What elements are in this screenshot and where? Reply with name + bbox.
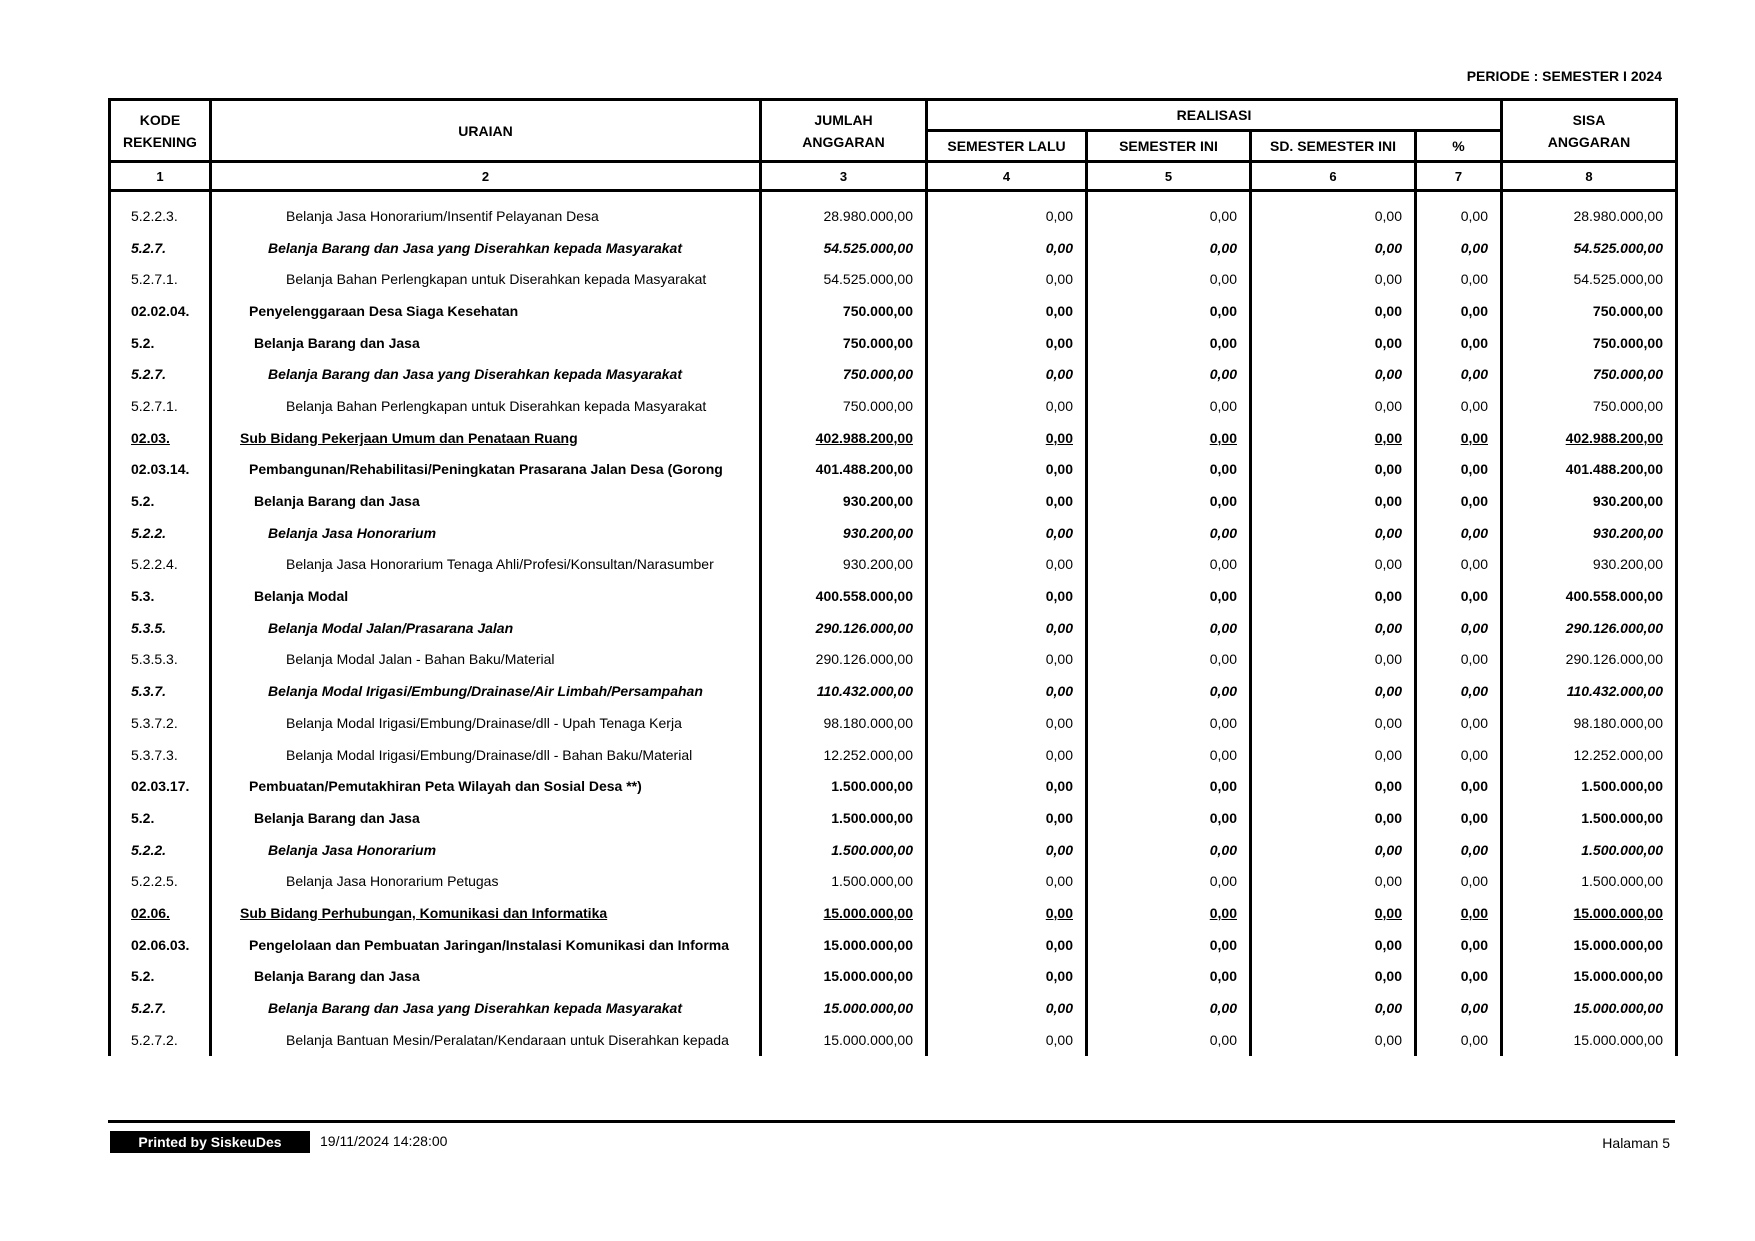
row-semester-ini: 0,00 — [1087, 707, 1251, 739]
row-semester-lalu: 0,00 — [927, 1024, 1087, 1056]
row-semester-lalu: 0,00 — [927, 485, 1087, 517]
row-sd-semester-ini: 0,00 — [1251, 644, 1416, 676]
row-sisa-anggaran: 15.000.000,00 — [1502, 961, 1677, 993]
row-sd-semester-ini: 0,00 — [1251, 485, 1416, 517]
row-sd-semester-ini: 0,00 — [1251, 802, 1416, 834]
row-semester-ini: 0,00 — [1087, 191, 1251, 232]
row-persen: 0,00 — [1416, 1024, 1502, 1056]
row-jumlah-anggaran: 15.000.000,00 — [761, 992, 927, 1024]
table-row — [110, 675, 1677, 707]
row-sd-semester-ini: 0,00 — [1251, 612, 1416, 644]
row-jumlah-anggaran: 54.525.000,00 — [761, 263, 927, 295]
row-kode: 02.02.04. — [110, 295, 211, 327]
row-persen: 0,00 — [1416, 327, 1502, 359]
table-row — [110, 263, 1677, 295]
table-row — [110, 327, 1677, 359]
row-uraian: Sub Bidang Perhubungan, Komunikasi dan Informatika — [211, 897, 761, 929]
header-sisa-anggaran — [1502, 100, 1677, 162]
row-semester-lalu: 0,00 — [927, 390, 1087, 422]
row-sisa-anggaran: 15.000.000,00 — [1502, 929, 1677, 961]
row-jumlah-anggaran: 290.126.000,00 — [761, 644, 927, 676]
row-persen: 0,00 — [1416, 834, 1502, 866]
row-persen: 0,00 — [1416, 707, 1502, 739]
row-sisa-anggaran: 401.488.200,00 — [1502, 454, 1677, 486]
row-kode: 5.2.2.3. — [110, 191, 211, 232]
footer-divider — [108, 1120, 1675, 1123]
row-uraian: Belanja Jasa Honorarium Petugas — [211, 865, 761, 897]
row-semester-lalu: 0,00 — [927, 644, 1087, 676]
row-semester-ini: 0,00 — [1087, 865, 1251, 897]
row-persen: 0,00 — [1416, 517, 1502, 549]
row-jumlah-anggaran: 15.000.000,00 — [761, 961, 927, 993]
header-sisa-anggaran-label: ANGGARAN — [1547, 133, 1631, 150]
table-row — [110, 390, 1677, 422]
row-semester-lalu: 0,00 — [927, 834, 1087, 866]
row-sd-semester-ini: 0,00 — [1251, 232, 1416, 264]
row-semester-lalu: 0,00 — [927, 549, 1087, 581]
row-kode: 02.03.14. — [110, 454, 211, 486]
row-sisa-anggaran: 110.432.000,00 — [1502, 675, 1677, 707]
table-row — [110, 865, 1677, 897]
row-semester-ini: 0,00 — [1087, 644, 1251, 676]
row-jumlah-anggaran: 750.000,00 — [761, 358, 927, 390]
row-persen: 0,00 — [1416, 770, 1502, 802]
row-semester-lalu: 0,00 — [927, 675, 1087, 707]
report-table — [108, 98, 1678, 1056]
row-persen: 0,00 — [1416, 802, 1502, 834]
row-semester-ini: 0,00 — [1087, 485, 1251, 517]
row-semester-ini: 0,00 — [1087, 580, 1251, 612]
table-row — [110, 644, 1677, 676]
row-semester-lalu: 0,00 — [927, 929, 1087, 961]
row-persen: 0,00 — [1416, 612, 1502, 644]
table-row — [110, 770, 1677, 802]
row-kode: 5.2. — [110, 961, 211, 993]
row-kode: 5.3.5.3. — [110, 644, 211, 676]
header-uraian: URAIAN — [211, 100, 761, 162]
row-uraian: Pembangunan/Rehabilitasi/Peningkatan Prasarana Jalan Desa (Gorong — [211, 454, 761, 486]
header-kode: KODE — [139, 111, 181, 128]
col-number: 3 — [761, 162, 927, 191]
row-persen: 0,00 — [1416, 191, 1502, 232]
row-semester-ini: 0,00 — [1087, 802, 1251, 834]
row-jumlah-anggaran: 1.500.000,00 — [761, 770, 927, 802]
row-semester-ini: 0,00 — [1087, 422, 1251, 454]
row-semester-lalu: 0,00 — [927, 770, 1087, 802]
table-row — [110, 232, 1677, 264]
row-jumlah-anggaran: 750.000,00 — [761, 390, 927, 422]
row-semester-ini: 0,00 — [1087, 517, 1251, 549]
row-sisa-anggaran: 54.525.000,00 — [1502, 263, 1677, 295]
row-semester-ini: 0,00 — [1087, 739, 1251, 771]
row-jumlah-anggaran: 54.525.000,00 — [761, 232, 927, 264]
header-semester-ini: SEMESTER INI — [1087, 131, 1251, 162]
row-kode: 5.2.7. — [110, 358, 211, 390]
row-persen: 0,00 — [1416, 865, 1502, 897]
row-persen: 0,00 — [1416, 580, 1502, 612]
col-number: 1 — [110, 162, 211, 191]
row-sd-semester-ini: 0,00 — [1251, 865, 1416, 897]
row-uraian: Pembuatan/Pemutakhiran Peta Wilayah dan Sosial Desa **) — [211, 770, 761, 802]
row-semester-ini: 0,00 — [1087, 770, 1251, 802]
row-uraian: Belanja Barang dan Jasa yang Diserahkan kepada Masyarakat — [211, 232, 761, 264]
row-semester-ini: 0,00 — [1087, 992, 1251, 1024]
row-kode: 5.2.2.4. — [110, 549, 211, 581]
row-uraian: Belanja Bantuan Mesin/Peralatan/Kendaraan untuk Diserahkan kepada — [211, 1024, 761, 1056]
print-datetime: 19/11/2024 14:28:00 — [320, 1133, 448, 1149]
row-persen: 0,00 — [1416, 644, 1502, 676]
row-semester-ini: 0,00 — [1087, 263, 1251, 295]
row-semester-lalu: 0,00 — [927, 358, 1087, 390]
row-uraian: Belanja Jasa Honorarium/Insentif Pelayanan Desa — [211, 191, 761, 232]
row-jumlah-anggaran: 98.180.000,00 — [761, 707, 927, 739]
row-sisa-anggaran: 98.180.000,00 — [1502, 707, 1677, 739]
row-semester-ini: 0,00 — [1087, 612, 1251, 644]
row-sisa-anggaran: 1.500.000,00 — [1502, 802, 1677, 834]
row-sisa-anggaran: 15.000.000,00 — [1502, 1024, 1677, 1056]
row-persen: 0,00 — [1416, 358, 1502, 390]
row-jumlah-anggaran: 15.000.000,00 — [761, 1024, 927, 1056]
row-sd-semester-ini: 0,00 — [1251, 675, 1416, 707]
row-persen: 0,00 — [1416, 263, 1502, 295]
row-sd-semester-ini: 0,00 — [1251, 1024, 1416, 1056]
row-jumlah-anggaran: 15.000.000,00 — [761, 929, 927, 961]
row-sisa-anggaran: 12.252.000,00 — [1502, 739, 1677, 771]
row-uraian: Belanja Modal Irigasi/Embung/Drainase/Air Limbah/Persampahan — [211, 675, 761, 707]
table-row — [110, 454, 1677, 486]
row-uraian: Belanja Bahan Perlengkapan untuk Diserahkan kepada Masyarakat — [211, 390, 761, 422]
table-row — [110, 992, 1677, 1024]
row-sisa-anggaran: 750.000,00 — [1502, 295, 1677, 327]
row-persen: 0,00 — [1416, 739, 1502, 771]
row-sd-semester-ini: 0,00 — [1251, 327, 1416, 359]
row-jumlah-anggaran: 930.200,00 — [761, 485, 927, 517]
row-kode: 5.2.7. — [110, 992, 211, 1024]
row-semester-ini: 0,00 — [1087, 897, 1251, 929]
header-realisasi: REALISASI — [927, 100, 1502, 131]
row-jumlah-anggaran: 400.558.000,00 — [761, 580, 927, 612]
table-row — [110, 485, 1677, 517]
row-semester-ini: 0,00 — [1087, 549, 1251, 581]
row-persen: 0,00 — [1416, 295, 1502, 327]
col-number: 8 — [1502, 162, 1677, 191]
row-semester-lalu: 0,00 — [927, 232, 1087, 264]
row-uraian: Belanja Modal Irigasi/Embung/Drainase/dll - Upah Tenaga Kerja — [211, 707, 761, 739]
row-kode: 5.2.7.1. — [110, 263, 211, 295]
header-anggaran: ANGGARAN — [802, 133, 885, 150]
row-uraian: Belanja Modal Jalan/Prasarana Jalan — [211, 612, 761, 644]
row-sd-semester-ini: 0,00 — [1251, 961, 1416, 993]
row-sisa-anggaran: 54.525.000,00 — [1502, 232, 1677, 264]
table-row — [110, 549, 1677, 581]
report-table-container — [108, 98, 1675, 1056]
row-persen: 0,00 — [1416, 992, 1502, 1024]
row-semester-lalu: 0,00 — [927, 739, 1087, 771]
row-persen: 0,00 — [1416, 675, 1502, 707]
row-sd-semester-ini: 0,00 — [1251, 549, 1416, 581]
row-kode: 02.06. — [110, 897, 211, 929]
table-row — [110, 961, 1677, 993]
header-semester-lalu: SEMESTER LALU — [927, 131, 1087, 162]
row-semester-lalu: 0,00 — [927, 961, 1087, 993]
row-sisa-anggaran: 290.126.000,00 — [1502, 612, 1677, 644]
header-jumlah-anggaran — [761, 100, 927, 162]
row-sd-semester-ini: 0,00 — [1251, 422, 1416, 454]
row-kode: 5.3.7. — [110, 675, 211, 707]
row-kode: 5.2. — [110, 802, 211, 834]
row-semester-lalu: 0,00 — [927, 263, 1087, 295]
table-row — [110, 929, 1677, 961]
row-kode: 5.3.7.3. — [110, 739, 211, 771]
row-kode: 02.03. — [110, 422, 211, 454]
row-uraian: Belanja Barang dan Jasa — [211, 961, 761, 993]
row-semester-lalu: 0,00 — [927, 707, 1087, 739]
row-sd-semester-ini: 0,00 — [1251, 191, 1416, 232]
row-kode: 02.06.03. — [110, 929, 211, 961]
row-sisa-anggaran: 28.980.000,00 — [1502, 191, 1677, 232]
row-uraian: Belanja Modal Irigasi/Embung/Drainase/dll - Bahan Baku/Material — [211, 739, 761, 771]
row-sisa-anggaran: 402.988.200,00 — [1502, 422, 1677, 454]
row-sisa-anggaran: 15.000.000,00 — [1502, 992, 1677, 1024]
header-rekening: REKENING — [123, 133, 197, 150]
row-sd-semester-ini: 0,00 — [1251, 707, 1416, 739]
row-semester-lalu: 0,00 — [927, 422, 1087, 454]
row-semester-ini: 0,00 — [1087, 358, 1251, 390]
row-jumlah-anggaran: 28.980.000,00 — [761, 191, 927, 232]
row-persen: 0,00 — [1416, 422, 1502, 454]
row-uraian: Belanja Barang dan Jasa — [211, 485, 761, 517]
row-semester-ini: 0,00 — [1087, 390, 1251, 422]
row-uraian: Belanja Barang dan Jasa yang Diserahkan kepada Masyarakat — [211, 992, 761, 1024]
row-sd-semester-ini: 0,00 — [1251, 517, 1416, 549]
table-row — [110, 1024, 1677, 1056]
row-sd-semester-ini: 0,00 — [1251, 929, 1416, 961]
row-semester-lalu: 0,00 — [927, 992, 1087, 1024]
row-sd-semester-ini: 0,00 — [1251, 992, 1416, 1024]
table-row — [110, 707, 1677, 739]
row-uraian: Belanja Jasa Honorarium — [211, 517, 761, 549]
row-uraian: Belanja Barang dan Jasa — [211, 327, 761, 359]
periode-label: PERIODE : SEMESTER I 2024 — [1466, 68, 1662, 84]
row-uraian: Pengelolaan dan Pembuatan Jaringan/Instalasi Komunikasi dan Informa — [211, 929, 761, 961]
row-jumlah-anggaran: 930.200,00 — [761, 517, 927, 549]
table-row — [110, 580, 1677, 612]
row-persen: 0,00 — [1416, 549, 1502, 581]
row-persen: 0,00 — [1416, 232, 1502, 264]
row-kode: 5.2.7. — [110, 232, 211, 264]
header-sd-semester-ini: SD. SEMESTER INI — [1251, 131, 1416, 162]
row-sisa-anggaran: 750.000,00 — [1502, 327, 1677, 359]
row-sd-semester-ini: 0,00 — [1251, 263, 1416, 295]
table-row — [110, 612, 1677, 644]
row-semester-ini: 0,00 — [1087, 295, 1251, 327]
row-kode: 5.3. — [110, 580, 211, 612]
row-jumlah-anggaran: 110.432.000,00 — [761, 675, 927, 707]
row-uraian: Belanja Jasa Honorarium Tenaga Ahli/Profesi/Konsultan/Narasumber — [211, 549, 761, 581]
row-semester-ini: 0,00 — [1087, 961, 1251, 993]
row-semester-ini: 0,00 — [1087, 834, 1251, 866]
header-jumlah: JUMLAH — [814, 111, 873, 128]
row-semester-lalu: 0,00 — [927, 865, 1087, 897]
row-semester-lalu: 0,00 — [927, 295, 1087, 327]
row-sd-semester-ini: 0,00 — [1251, 580, 1416, 612]
row-jumlah-anggaran: 1.500.000,00 — [761, 834, 927, 866]
row-kode: 5.2.7.1. — [110, 390, 211, 422]
col-number: 6 — [1251, 162, 1416, 191]
row-semester-lalu: 0,00 — [927, 897, 1087, 929]
row-sisa-anggaran: 1.500.000,00 — [1502, 770, 1677, 802]
row-sd-semester-ini: 0,00 — [1251, 770, 1416, 802]
row-persen: 0,00 — [1416, 929, 1502, 961]
row-semester-ini: 0,00 — [1087, 929, 1251, 961]
row-uraian: Sub Bidang Pekerjaan Umum dan Penataan Ruang — [211, 422, 761, 454]
row-semester-lalu: 0,00 — [927, 802, 1087, 834]
header-sisa: SISA — [1572, 111, 1606, 128]
row-uraian: Belanja Bahan Perlengkapan untuk Diserahkan kepada Masyarakat — [211, 263, 761, 295]
table-row — [110, 295, 1677, 327]
row-jumlah-anggaran: 12.252.000,00 — [761, 739, 927, 771]
row-sd-semester-ini: 0,00 — [1251, 739, 1416, 771]
row-persen: 0,00 — [1416, 485, 1502, 517]
row-semester-lalu: 0,00 — [927, 327, 1087, 359]
row-uraian: Belanja Modal Jalan - Bahan Baku/Material — [211, 644, 761, 676]
col-number: 5 — [1087, 162, 1251, 191]
row-kode: 5.2. — [110, 327, 211, 359]
row-kode: 5.2.7.2. — [110, 1024, 211, 1056]
row-sisa-anggaran: 750.000,00 — [1502, 358, 1677, 390]
row-jumlah-anggaran: 930.200,00 — [761, 549, 927, 581]
row-jumlah-anggaran: 401.488.200,00 — [761, 454, 927, 486]
table-row — [110, 739, 1677, 771]
row-kode: 02.03.17. — [110, 770, 211, 802]
row-persen: 0,00 — [1416, 454, 1502, 486]
col-number: 4 — [927, 162, 1087, 191]
row-sisa-anggaran: 930.200,00 — [1502, 485, 1677, 517]
header-persen: % — [1416, 131, 1502, 162]
table-row — [110, 358, 1677, 390]
row-kode: 5.3.5. — [110, 612, 211, 644]
row-jumlah-anggaran: 1.500.000,00 — [761, 865, 927, 897]
row-jumlah-anggaran: 290.126.000,00 — [761, 612, 927, 644]
row-jumlah-anggaran: 750.000,00 — [761, 327, 927, 359]
row-jumlah-anggaran: 15.000.000,00 — [761, 897, 927, 929]
report-rows — [110, 191, 1677, 1056]
row-sd-semester-ini: 0,00 — [1251, 295, 1416, 327]
row-sd-semester-ini: 0,00 — [1251, 454, 1416, 486]
col-number: 2 — [211, 162, 761, 191]
row-sisa-anggaran: 1.500.000,00 — [1502, 865, 1677, 897]
row-sisa-anggaran: 930.200,00 — [1502, 549, 1677, 581]
row-sisa-anggaran: 750.000,00 — [1502, 390, 1677, 422]
row-sd-semester-ini: 0,00 — [1251, 834, 1416, 866]
row-uraian: Belanja Barang dan Jasa — [211, 802, 761, 834]
header-column-numbers — [110, 162, 1677, 191]
row-kode: 5.2.2.5. — [110, 865, 211, 897]
printed-by-badge: Printed by SiskeuDes — [110, 1131, 310, 1153]
row-semester-lalu: 0,00 — [927, 612, 1087, 644]
row-semester-ini: 0,00 — [1087, 1024, 1251, 1056]
col-number: 7 — [1416, 162, 1502, 191]
row-semester-ini: 0,00 — [1087, 675, 1251, 707]
table-row — [110, 422, 1677, 454]
row-jumlah-anggaran: 1.500.000,00 — [761, 802, 927, 834]
row-semester-lalu: 0,00 — [927, 454, 1087, 486]
table-row — [110, 834, 1677, 866]
row-semester-ini: 0,00 — [1087, 232, 1251, 264]
table-row — [110, 191, 1677, 232]
row-kode: 5.3.7.2. — [110, 707, 211, 739]
table-row — [110, 897, 1677, 929]
row-kode: 5.2. — [110, 485, 211, 517]
row-sisa-anggaran: 15.000.000,00 — [1502, 897, 1677, 929]
table-row — [110, 802, 1677, 834]
row-sd-semester-ini: 0,00 — [1251, 897, 1416, 929]
row-kode: 5.2.2. — [110, 517, 211, 549]
row-uraian: Belanja Barang dan Jasa yang Diserahkan kepada Masyarakat — [211, 358, 761, 390]
row-sisa-anggaran: 400.558.000,00 — [1502, 580, 1677, 612]
row-semester-lalu: 0,00 — [927, 191, 1087, 232]
row-semester-ini: 0,00 — [1087, 327, 1251, 359]
row-sisa-anggaran: 930.200,00 — [1502, 517, 1677, 549]
row-persen: 0,00 — [1416, 897, 1502, 929]
row-jumlah-anggaran: 402.988.200,00 — [761, 422, 927, 454]
page-number: Halaman 5 — [1602, 1135, 1670, 1151]
row-sd-semester-ini: 0,00 — [1251, 390, 1416, 422]
row-semester-lalu: 0,00 — [927, 580, 1087, 612]
row-persen: 0,00 — [1416, 961, 1502, 993]
row-jumlah-anggaran: 750.000,00 — [761, 295, 927, 327]
row-sisa-anggaran: 1.500.000,00 — [1502, 834, 1677, 866]
row-semester-ini: 0,00 — [1087, 454, 1251, 486]
row-kode: 5.2.2. — [110, 834, 211, 866]
row-uraian: Penyelenggaraan Desa Siaga Kesehatan — [211, 295, 761, 327]
table-row — [110, 517, 1677, 549]
row-persen: 0,00 — [1416, 390, 1502, 422]
row-sisa-anggaran: 290.126.000,00 — [1502, 644, 1677, 676]
row-uraian: Belanja Jasa Honorarium — [211, 834, 761, 866]
row-sd-semester-ini: 0,00 — [1251, 358, 1416, 390]
row-semester-lalu: 0,00 — [927, 517, 1087, 549]
header-kode-rekening — [110, 100, 211, 162]
row-uraian: Belanja Modal — [211, 580, 761, 612]
